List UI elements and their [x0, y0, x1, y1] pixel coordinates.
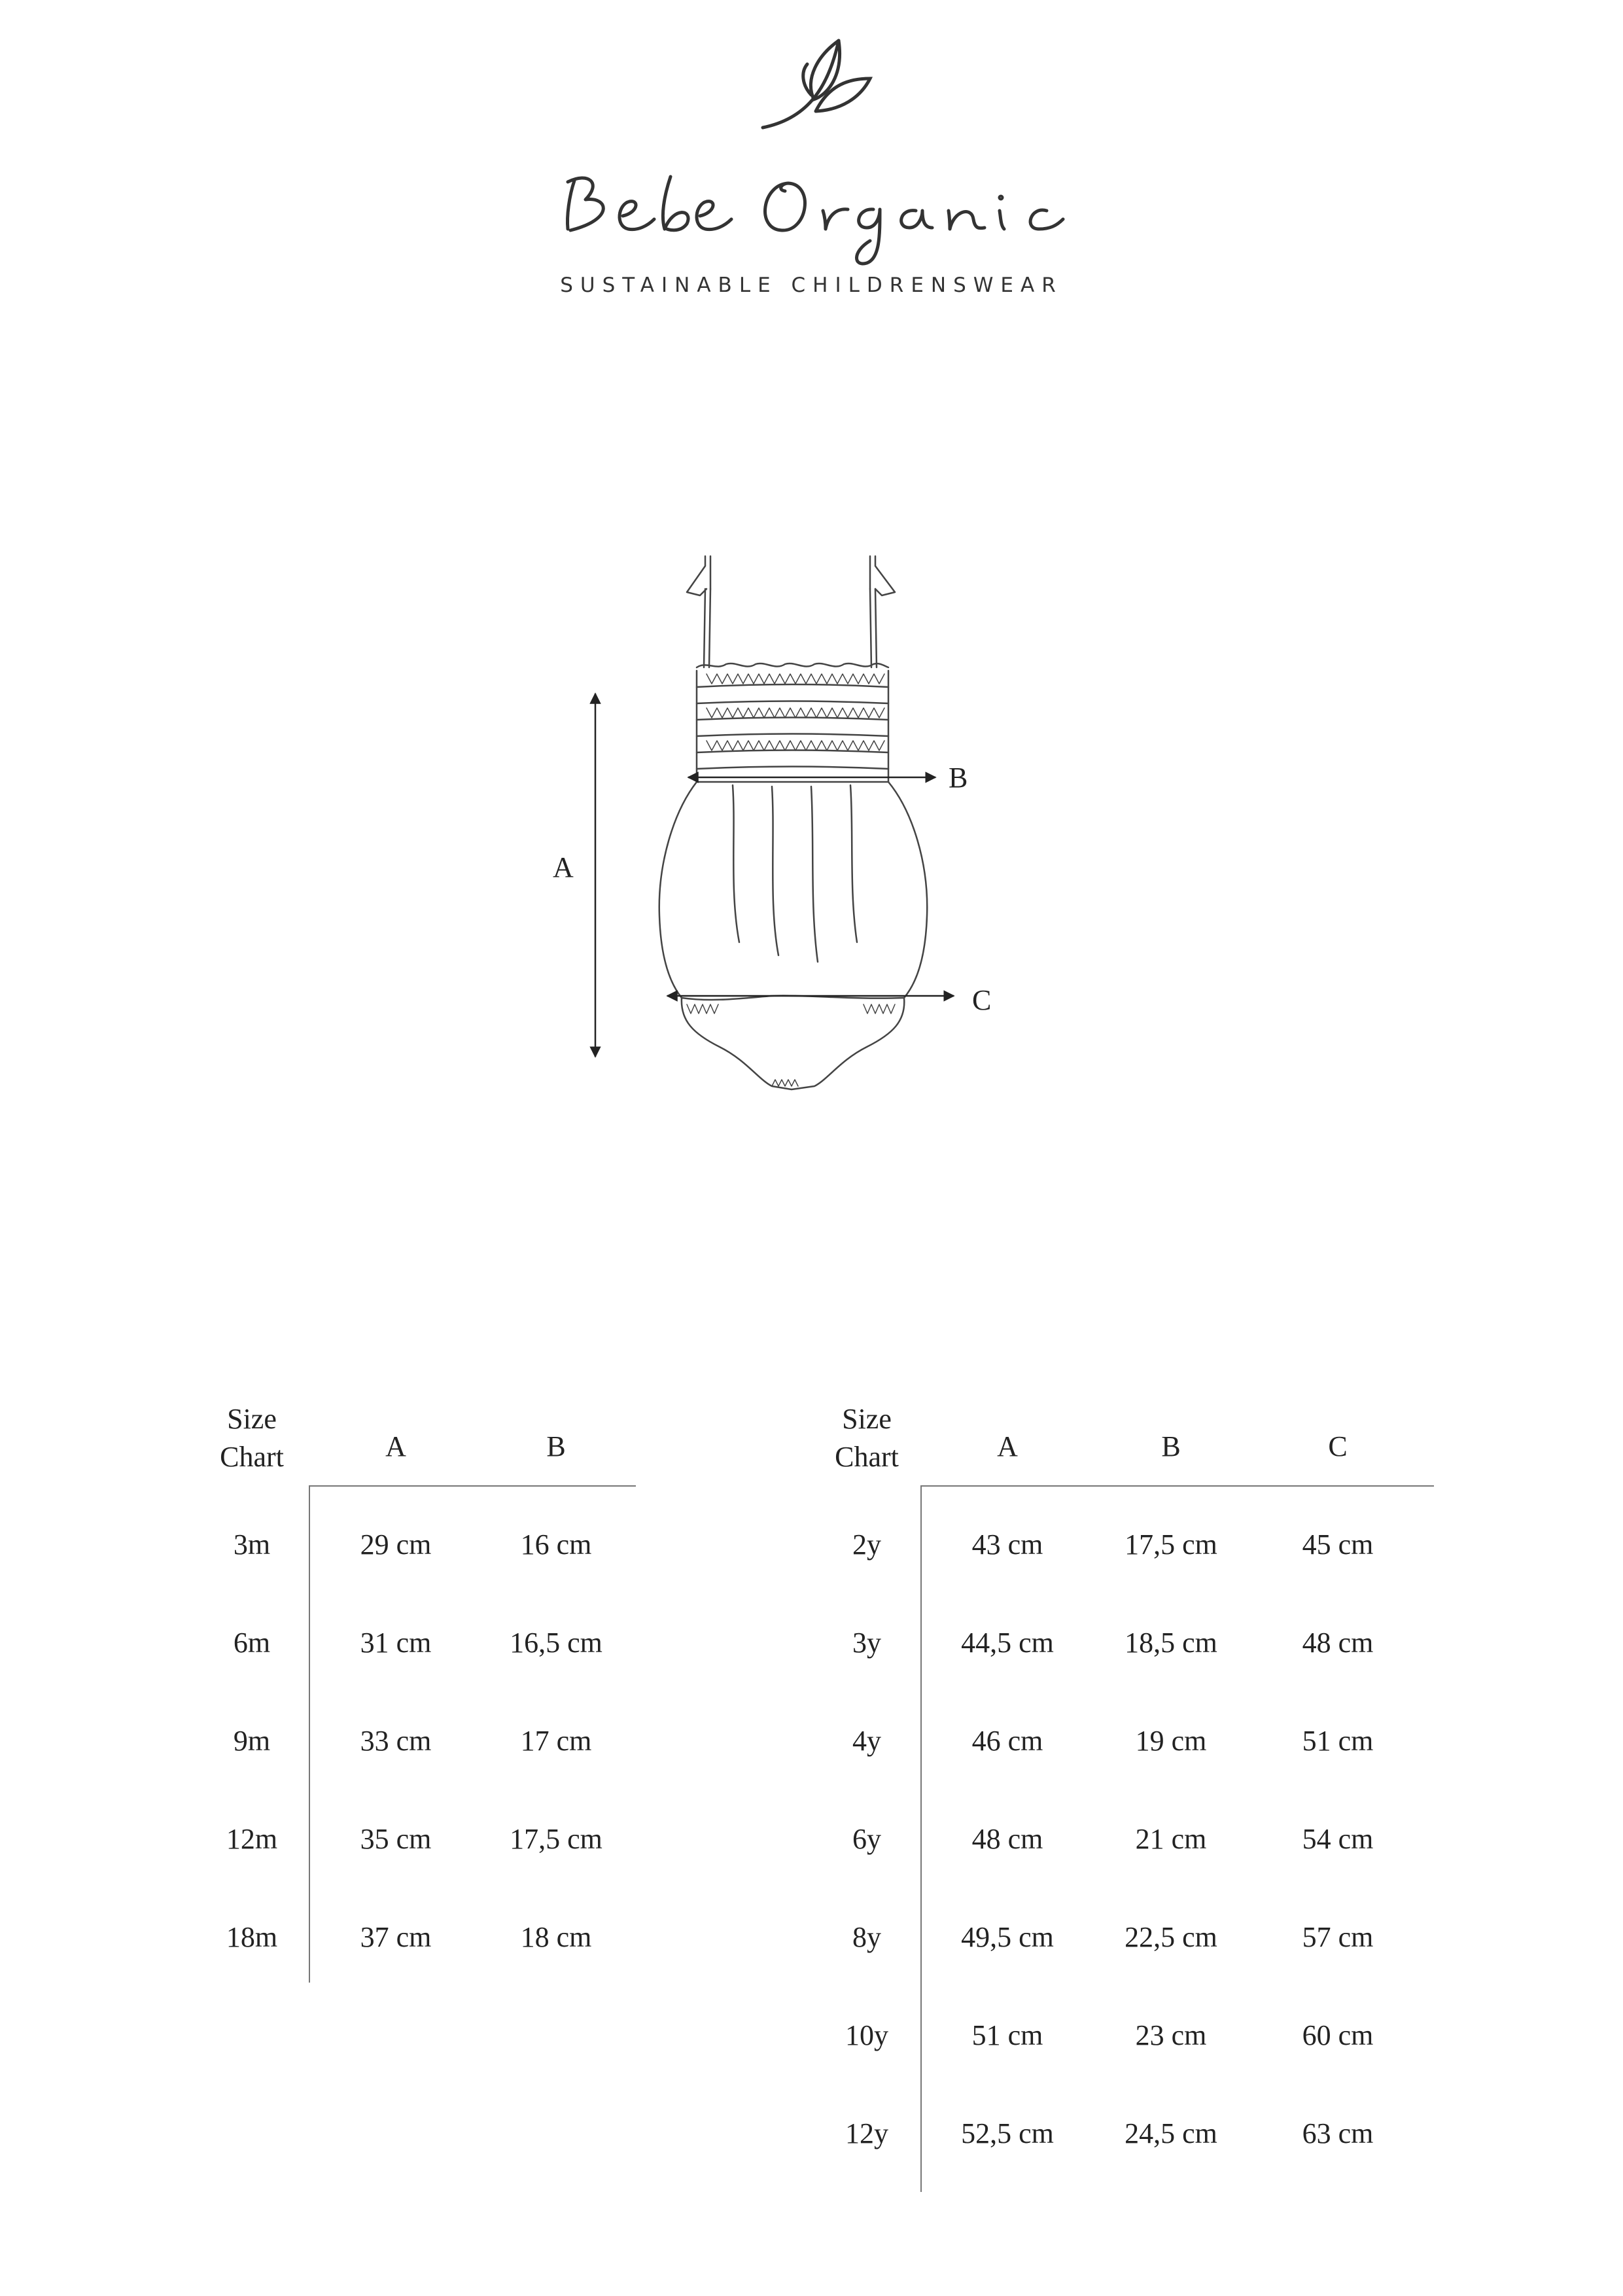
strap-left: [687, 556, 710, 667]
size-chart-kids: [811, 1400, 1426, 2199]
measurement-b: 19 cm: [1135, 1725, 1207, 1757]
size-label: 3m: [233, 1528, 271, 1561]
smocked-bodice: [697, 663, 888, 782]
measurement-c: 60 cm: [1302, 2019, 1374, 2051]
brand-header: [0, 0, 1623, 340]
measurement-a: 52,5 cm: [961, 2117, 1054, 2149]
column-header-a: A: [385, 1430, 406, 1462]
dimension-a-label: A: [553, 851, 574, 883]
measurement-b: 16 cm: [520, 1528, 592, 1561]
measurement-c: 48 cm: [1302, 1627, 1374, 1659]
size-chart-baby: [196, 1400, 654, 1989]
measurement-c: 51 cm: [1302, 1725, 1374, 1757]
measurement-b: 22,5 cm: [1125, 1921, 1217, 1953]
size-chart-corner-label: [186, 1400, 317, 1476]
corner-label-line1: Size: [227, 1403, 277, 1435]
measurement-c: 57 cm: [1302, 1921, 1374, 1953]
measurement-c: 63 cm: [1302, 2117, 1374, 2149]
corner-label-line2: Chart: [220, 1441, 284, 1473]
measurement-a: 49,5 cm: [961, 1921, 1054, 1953]
size-label: 6y: [852, 1823, 881, 1855]
measurement-a: 51 cm: [971, 2019, 1043, 2051]
corner-label-line2: Chart: [835, 1441, 899, 1473]
size-label: 9m: [233, 1725, 271, 1757]
column-header-a: A: [997, 1430, 1018, 1462]
size-label: 18m: [226, 1921, 278, 1953]
measurement-a: 29 cm: [360, 1528, 432, 1561]
size-chart-corner-label: [801, 1400, 932, 1476]
measurement-b: 18 cm: [520, 1921, 592, 1953]
measurement-a: 43 cm: [971, 1528, 1043, 1561]
size-label: 4y: [852, 1725, 881, 1757]
column-header-c: C: [1328, 1430, 1348, 1462]
size-label: 3y: [852, 1627, 881, 1659]
measurement-c: 45 cm: [1302, 1528, 1374, 1561]
header-rule: [920, 1485, 1434, 1487]
measurement-b: 24,5 cm: [1125, 2117, 1217, 2149]
measurement-a: 48 cm: [971, 1823, 1043, 1855]
measurement-a: 37 cm: [360, 1921, 432, 1953]
brand-tagline: SUSTAINABLE CHILDRENSWEAR: [560, 274, 1063, 297]
brand-wordmark: [567, 177, 1063, 264]
measurement-b: 17 cm: [520, 1725, 592, 1757]
measurement-a: 33 cm: [360, 1725, 432, 1757]
dimension-c-label: C: [972, 984, 992, 1016]
romper-drawing: [497, 537, 1034, 1112]
header-rule: [309, 1485, 636, 1487]
strap-right: [870, 556, 895, 667]
leaf-sprig-icon: [763, 41, 870, 128]
measurement-a: 35 cm: [360, 1823, 432, 1855]
garment-illustration: [497, 537, 1034, 1112]
corner-label-line1: Size: [842, 1403, 892, 1435]
size-label: 10y: [845, 2019, 888, 2051]
size-column-rule: [309, 1485, 310, 1983]
measurement-a: 46 cm: [971, 1725, 1043, 1757]
column-header-b: B: [546, 1430, 566, 1462]
measurement-b: 18,5 cm: [1125, 1627, 1217, 1659]
measurement-b: 23 cm: [1135, 2019, 1207, 2051]
measurement-b: 17,5 cm: [1125, 1528, 1217, 1561]
size-label: 8y: [852, 1921, 881, 1953]
column-header-b: B: [1161, 1430, 1181, 1462]
dimension-b-label: B: [949, 762, 968, 794]
size-label: 6m: [233, 1627, 271, 1659]
size-label: 2y: [852, 1528, 881, 1561]
measurement-b: 17,5 cm: [510, 1823, 602, 1855]
size-label: 12y: [845, 2117, 888, 2149]
measurement-c: 54 cm: [1302, 1823, 1374, 1855]
bloomer-body: [659, 782, 927, 1089]
measurement-b: 21 cm: [1135, 1823, 1207, 1855]
measurement-b: 16,5 cm: [510, 1627, 602, 1659]
measurement-a: 44,5 cm: [961, 1627, 1054, 1659]
size-label: 12m: [226, 1823, 278, 1855]
measurement-a: 31 cm: [360, 1627, 432, 1659]
size-column-rule: [920, 1485, 922, 2192]
